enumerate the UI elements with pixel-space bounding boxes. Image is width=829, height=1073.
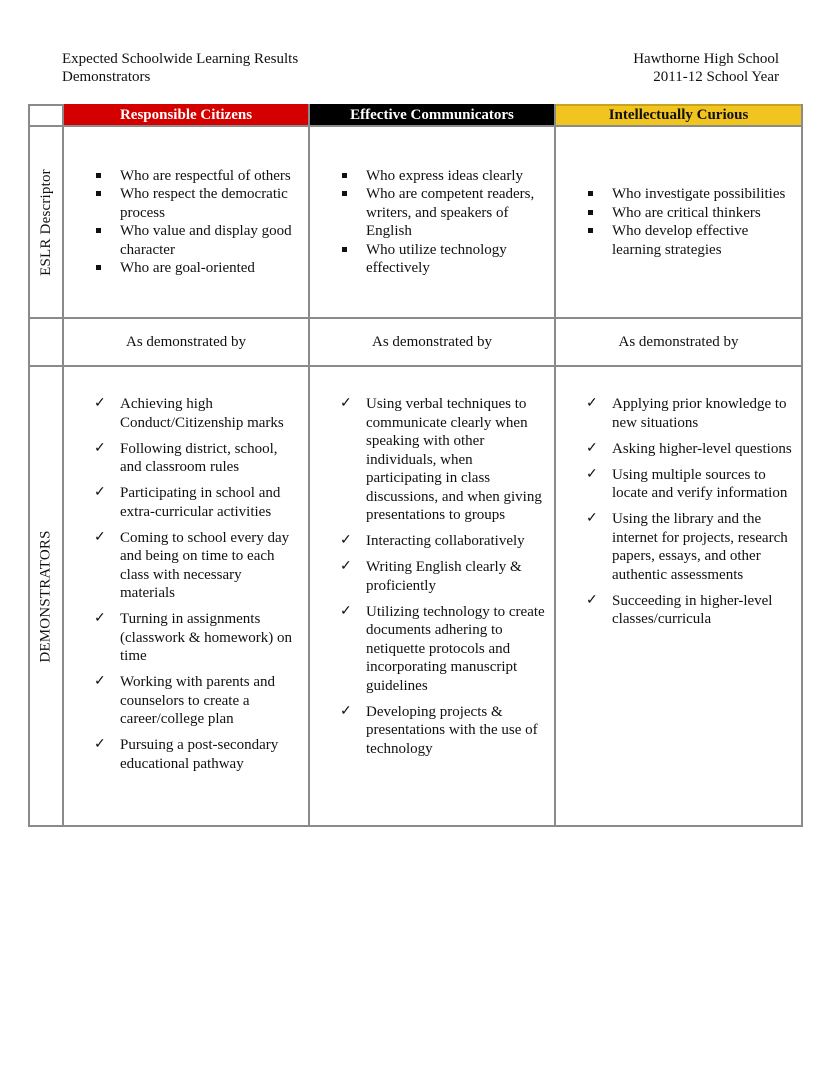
demonstrator-item <box>586 466 793 503</box>
descriptor-item <box>94 185 300 222</box>
demonstrator-text: Using the library and the internet for projects, research papers, essays, and other authentic assessments <box>612 511 788 583</box>
descriptor-text: Who are goal-oriented <box>120 260 255 276</box>
demonstrator-item <box>586 395 793 432</box>
demonstrators-row-label: DEMONSTRATORS <box>37 529 54 663</box>
demonstrator-item <box>94 395 300 432</box>
demonstrator-text: Applying prior knowledge to new situations <box>612 396 787 431</box>
as-demonstrated-responsible: As demonstrated by <box>63 318 309 366</box>
demonstrator-item <box>94 484 300 521</box>
as-demonstrated-effective: As demonstrated by <box>309 318 555 366</box>
corner-cell <box>29 105 63 126</box>
demonstrator-item <box>340 395 546 525</box>
demonstrator-list <box>64 367 308 773</box>
descriptor-row <box>29 126 802 318</box>
descriptor-text: Who utilize technology effectively <box>366 241 507 276</box>
check-mark-icon: ✓ <box>94 485 106 500</box>
demonstrator-item <box>340 558 546 595</box>
demonstrators-cell-effective <box>309 366 555 826</box>
descriptor-text: Who value and display good character <box>120 223 292 258</box>
check-mark-icon: ✓ <box>94 737 106 752</box>
check-mark-icon: ✓ <box>340 603 352 619</box>
descriptor-text: Who investigate possibilities <box>612 186 786 202</box>
demonstrator-text: Turning in assignments (classwork & homework) on time <box>120 611 293 664</box>
demonstrator-item <box>94 610 300 666</box>
as-demonstrated-curious: As demonstrated by <box>555 318 802 366</box>
demonstrator-text: Achieving high Conduct/Citizenship marks <box>120 396 284 431</box>
check-mark-icon: ✓ <box>586 466 598 482</box>
school-name: Hawthorne High School <box>633 51 779 67</box>
document-title: Expected Schoolwide Learning Results <box>62 51 299 67</box>
descriptor-text: Who respect the democratic process <box>120 186 288 221</box>
descriptor-item <box>340 241 546 278</box>
check-mark-icon: ✓ <box>586 440 598 456</box>
demonstrators-cell-responsible <box>63 366 309 826</box>
descriptor-list <box>64 167 308 278</box>
square-bullet-icon <box>342 173 347 178</box>
descriptor-item <box>586 185 793 204</box>
descriptor-text: Who are competent readers, writers, and speakers of English <box>366 186 535 239</box>
column-header-intellectually-curious: Intellectually Curious <box>555 105 802 126</box>
school-year: 2011-12 School Year <box>653 69 779 85</box>
descriptor-row-label: ESLR Descriptor <box>37 168 54 276</box>
demonstrator-text: Using multiple sources to locate and verify information <box>612 466 788 501</box>
descriptor-cell-responsible <box>63 126 309 318</box>
square-bullet-icon <box>588 228 593 233</box>
demonstrator-text: Asking higher-level questions <box>612 440 792 457</box>
descriptor-cell-effective <box>309 126 555 318</box>
demonstrator-text: Succeeding in higher-level classes/curricula <box>612 592 773 627</box>
descriptor-item <box>586 222 793 259</box>
document-subtitle: Demonstrators <box>62 69 151 85</box>
check-mark-icon: ✓ <box>340 703 352 719</box>
demonstrator-item <box>94 440 300 477</box>
square-bullet-icon <box>588 191 593 196</box>
demonstrators-row <box>29 366 802 826</box>
demonstrator-text: Coming to school every day and being on time to each class with necessary materials <box>120 529 290 601</box>
demonstrator-text: Interacting collaboratively <box>366 533 525 549</box>
document-header-right <box>633 50 779 86</box>
demonstrator-text: Writing English clearly & proficiently <box>366 559 522 594</box>
square-bullet-icon <box>96 265 101 270</box>
demonstrator-item <box>94 529 300 603</box>
check-mark-icon: ✓ <box>94 611 106 626</box>
check-mark-icon: ✓ <box>94 674 106 689</box>
check-mark-icon: ✓ <box>94 440 106 456</box>
as-demonstrated-blank-cell <box>29 318 63 366</box>
square-bullet-icon <box>96 228 101 233</box>
descriptor-item <box>94 167 300 186</box>
demonstrator-text: Pursuing a post-secondary educational pathway <box>120 737 279 772</box>
demonstrator-text: Using verbal techniques to communicate clearly when speaking with other individuals, when participating in class discussions, and when giving presentations to groups <box>366 396 542 523</box>
demonstrators-row-label-cell <box>29 366 63 826</box>
demonstrator-item <box>94 673 300 729</box>
demonstrator-list <box>556 367 801 629</box>
check-mark-icon: ✓ <box>94 529 106 545</box>
descriptor-item <box>340 185 546 241</box>
demonstrator-text: Utilizing technology to create documents adhering to netiquette protocols and incorporating manuscript guidelines <box>366 603 545 694</box>
square-bullet-icon <box>96 173 101 178</box>
column-header-responsible-citizens: Responsible Citizens <box>63 105 309 126</box>
square-bullet-icon <box>96 191 101 196</box>
column-header-row <box>29 105 802 126</box>
column-header-effective-communicators: Effective Communicators <box>309 105 555 126</box>
descriptor-item <box>94 222 300 259</box>
descriptor-item <box>94 259 300 278</box>
check-mark-icon: ✓ <box>586 592 598 608</box>
demonstrator-item <box>586 592 793 629</box>
descriptor-item <box>586 204 793 223</box>
descriptor-list <box>556 185 801 259</box>
demonstrator-item <box>340 532 546 551</box>
demonstrators-cell-curious <box>555 366 802 826</box>
demonstrator-text: Developing projects & presentations with the use of technology <box>366 703 538 757</box>
demonstrator-item <box>340 603 546 696</box>
demonstrator-text: Working with parents and counselors to create a career/college plan <box>120 674 276 727</box>
square-bullet-icon <box>342 247 347 252</box>
square-bullet-icon <box>342 191 347 196</box>
descriptor-text: Who are respectful of others <box>120 167 291 184</box>
check-mark-icon: ✓ <box>586 396 598 411</box>
check-mark-icon: ✓ <box>94 396 106 411</box>
as-demonstrated-row <box>29 318 802 366</box>
descriptor-cell-curious <box>555 126 802 318</box>
check-mark-icon: ✓ <box>340 559 352 574</box>
descriptor-text: Who express ideas clearly <box>366 167 524 184</box>
check-mark-icon: ✓ <box>586 511 598 526</box>
demonstrator-item <box>340 703 546 759</box>
demonstrator-item <box>586 440 793 459</box>
descriptor-list <box>310 167 554 278</box>
check-mark-icon: ✓ <box>340 396 352 411</box>
descriptor-text: Who are critical thinkers <box>612 204 761 221</box>
demonstrator-item <box>94 736 300 773</box>
demonstrator-item <box>586 510 793 584</box>
eslr-table <box>28 104 803 827</box>
descriptor-item <box>340 167 546 186</box>
square-bullet-icon <box>588 210 593 215</box>
demonstrator-text: Following district, school, and classroom rules <box>120 440 278 475</box>
check-mark-icon: ✓ <box>340 533 352 548</box>
descriptor-row-label-cell <box>29 126 63 318</box>
descriptor-text: Who develop effective learning strategies <box>612 223 749 258</box>
demonstrator-text: Participating in school and extra-curricular activities <box>120 485 281 520</box>
document-header-left <box>62 50 298 86</box>
demonstrator-list <box>310 367 554 758</box>
